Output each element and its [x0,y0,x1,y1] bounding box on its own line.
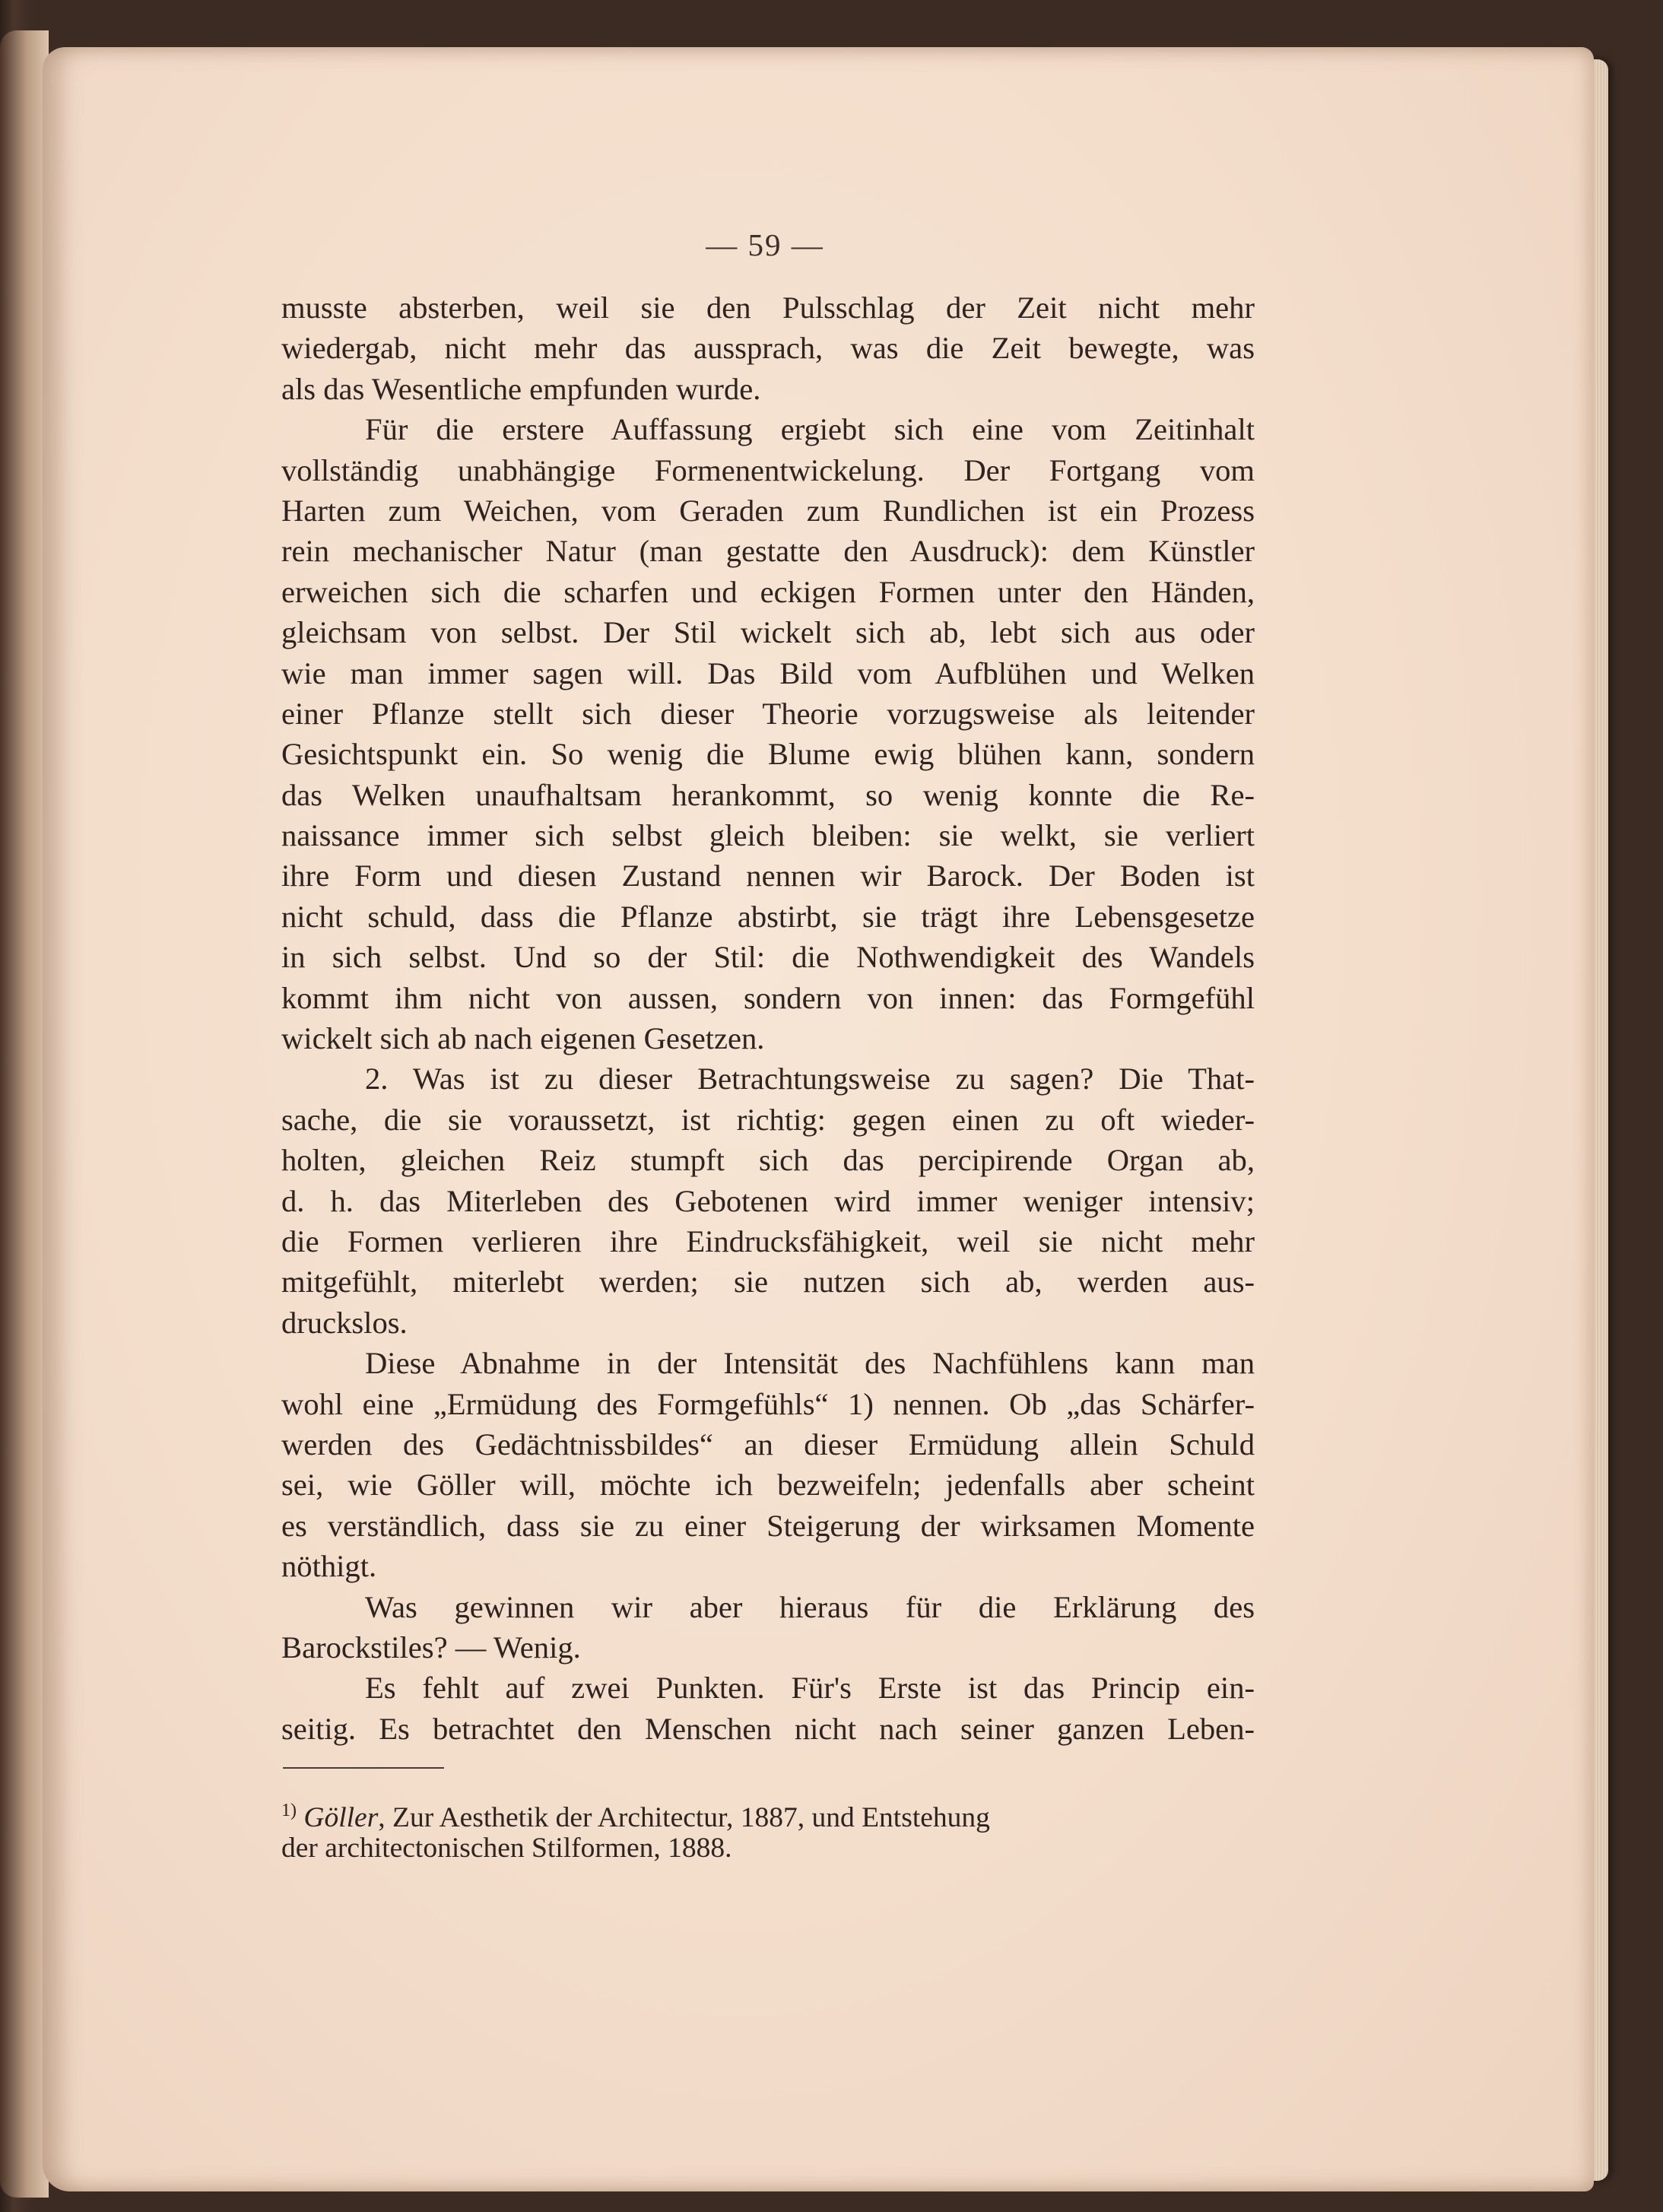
footnote-author: Göller [303,1802,379,1833]
text-line: nicht schuld, dass die Pflanze abstirbt, sie trägt ihre Lebensgesetze [281,899,1255,934]
text-line: Barockstiles? — Wenig. [281,1630,581,1665]
text-line: sache, die sie voraussetzt, ist richtig: gegen einen zu oft wieder- [281,1102,1255,1137]
text-line: Diese Abnahme in der Intensität des Nachfühlens kann man [365,1346,1255,1381]
page-number: — 59 — [706,227,824,262]
footnote-line: der architectonischen Stilformen, 1888. [281,1833,732,1864]
text-line: mitgefühlt, miterlebt werden; sie nutzen sich ab, werden aus- [281,1265,1255,1300]
text-line: das Welken unaufhaltsam herankommt, so wenig konnte die Re- [281,777,1255,812]
text-line: musste absterben, weil sie den Pulsschlag der Zeit nicht mehr [281,290,1255,325]
text-line: druckslos. [281,1305,408,1340]
text-line: 2. Was ist zu dieser Betrachtungsweise zu sagen? Die That- [365,1062,1255,1096]
text-line: Für die erstere Auffassung ergiebt sich eine vom Zeitinhalt [365,412,1255,447]
text-line: die Formen verlieren ihre Eindrucksfähigkeit, weil sie nicht mehr [281,1223,1255,1258]
text-line: gleichsam von selbst. Der Stil wickelt sich ab, lebt sich aus oder [281,615,1255,650]
text-line: als das Wesentliche empfunden wurde. [281,371,761,406]
footnote-rule [283,1767,444,1769]
text-line: ihre Form und diesen Zustand nennen wir Barock. Der Boden ist [281,858,1255,893]
text-line: erweichen sich die scharfen und eckigen Formen unter den Händen, [281,574,1255,609]
text-line: d. h. das Miterleben des Gebotenen wird immer weniger intensiv; [281,1183,1255,1218]
previous-page-edge [0,30,49,2198]
text-line: seitig. Es betrachtet den Menschen nicht nach seiner ganzen Leben- [281,1711,1255,1746]
footnote-line [281,1791,1255,1833]
text-line: Was gewinnen wir aber hieraus für die Erklärung des [365,1589,1255,1624]
text-line: kommt ihm nicht von aussen, sondern von innen: das Formgefühl [281,980,1255,1015]
footnote-text: , Zur Aesthetik der Architectur, 1887, und Entstehung [378,1802,990,1833]
text-line: wie man immer sagen will. Das Bild vom Aufblühen und Welken [281,655,1255,690]
text-line: rein mechanischer Natur (man gestatte den Ausdruck): dem Künstler [281,534,1255,569]
footnote-marker: 1) [281,1801,297,1820]
text-line: vollständig unabhängige Formenentwickelung. Der Fortgang vom [281,452,1255,487]
text-line: werden des Gedächtnissbildes“ an dieser Ermüdung allein Schuld [281,1427,1255,1461]
text-line: Harten zum Weichen, vom Geraden zum Rundlichen ist ein Prozess [281,493,1255,528]
text-line: naissance immer sich selbst gleich bleiben: sie welkt, sie verliert [281,818,1255,853]
text-line: wohl eine „Ermüdung des Formgefühls“ 1) nennen. Ob „das Schärfer- [281,1386,1255,1421]
body-text [281,287,1255,1749]
text-line: in sich selbst. Und so der Stil: die Nothwendigkeit des Wandels [281,940,1255,975]
text-line: Gesichtspunkt ein. So wenig die Blume ewig blühen kann, sondern [281,737,1255,772]
text-line: wickelt sich ab nach eigenen Gesetzen. [281,1021,765,1056]
text-line: einer Pflanze stellt sich dieser Theorie vorzugsweise als leitender [281,696,1255,731]
footnotes [281,1791,1255,1868]
text-line: wiedergab, nicht mehr das aussprach, was die Zeit bewegte, was [281,331,1255,366]
text-line: holten, gleichen Reiz stumpft sich das percipirende Organ ab, [281,1143,1255,1178]
text-line: nöthigt. [281,1549,377,1584]
text-line: sei, wie Göller will, möchte ich bezweifeln; jedenfalls aber scheint [281,1468,1255,1503]
text-line: Es fehlt auf zwei Punkten. Für's Erste ist das Princip ein- [365,1671,1255,1706]
text-line: es verständlich, dass sie zu einer Steigerung der wirksamen Momente [281,1508,1255,1543]
